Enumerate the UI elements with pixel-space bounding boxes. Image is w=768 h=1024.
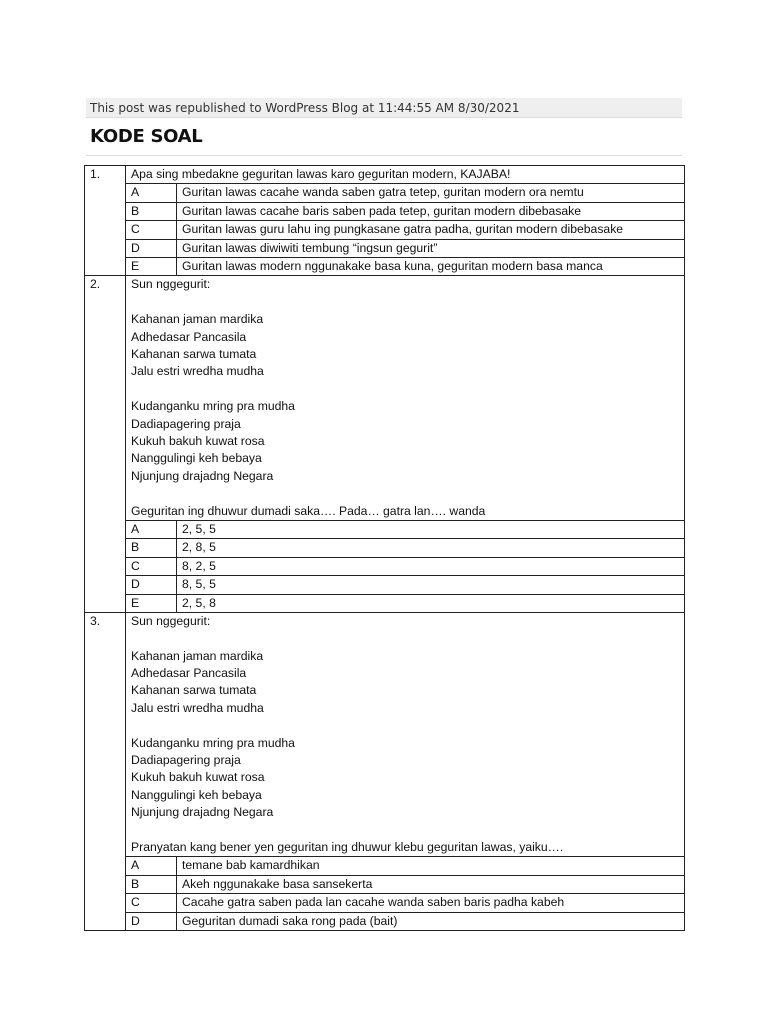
option-letter: C xyxy=(126,221,177,239)
option-text: Cacahe gatra saben pada lan cacahe wanda saben baris padha kabeh xyxy=(177,894,685,912)
option-row xyxy=(85,875,685,893)
stem-line: Dadiapagering praja xyxy=(131,416,241,431)
page-title: KODE SOAL xyxy=(90,126,203,147)
option-text: Guritan lawas diwiwiti tembung “ingsun gegurit” xyxy=(177,239,685,257)
option-text: Guritan lawas guru lahu ing pungkasane gatra padha, guritan modern dibebasake xyxy=(177,221,685,239)
option-text: Geguritan dumadi saka rong pada (bait) xyxy=(177,912,685,930)
stem-line: Apa sing mbedakne geguritan lawas karo geguritan modern, KAJABA! xyxy=(131,167,511,181)
question-row xyxy=(85,166,685,184)
stem-line: Kahanan sarwa tumata xyxy=(131,683,257,698)
republish-notice: This post was republished to WordPress Blog at 11:44:55 AM 8/30/2021 xyxy=(86,98,682,118)
option-letter: D xyxy=(126,912,177,930)
stem-line: Adhedasar Pancasila xyxy=(131,666,247,681)
stem-line: Dadiapagering praja xyxy=(131,753,241,768)
stem-line: Adhedasar Pancasila xyxy=(131,329,247,344)
option-text: 2, 5, 5 xyxy=(177,520,685,538)
option-row xyxy=(85,184,685,202)
option-text: temane bab kamardhikan xyxy=(177,857,685,875)
option-row xyxy=(85,539,685,557)
option-text: 8, 2, 5 xyxy=(177,557,685,575)
question-table-body xyxy=(85,166,685,931)
option-text: Guritan lawas modern nggunakake basa kuna, geguritan modern basa manca xyxy=(177,258,685,276)
option-text: 2, 5, 8 xyxy=(177,594,685,612)
question-table xyxy=(84,165,685,931)
option-text: Guritan lawas cacahe baris saben pada tetep, guritan modern dibebasake xyxy=(177,202,685,220)
stem-line: Sun nggegurit: xyxy=(131,277,211,292)
stem-spacer xyxy=(131,381,679,398)
option-row xyxy=(85,202,685,220)
stem-spacer xyxy=(131,294,679,311)
option-letter: C xyxy=(126,557,177,575)
question-stem xyxy=(126,612,685,856)
option-row xyxy=(85,557,685,575)
option-text: 8, 5, 5 xyxy=(177,576,685,594)
option-text: 2, 8, 5 xyxy=(177,539,685,557)
stem-line: Nanggulingi keh bebaya xyxy=(131,451,262,466)
option-letter: D xyxy=(126,239,177,257)
stem-line: Geguritan ing dhuwur dumadi saka…. Pada… gatra lan…. wanda xyxy=(131,503,486,518)
question-stem xyxy=(126,166,685,184)
option-letter: D xyxy=(126,576,177,594)
option-letter: A xyxy=(126,857,177,875)
stem-line: Kudanganku mring pra mudha xyxy=(131,399,295,414)
stem-spacer xyxy=(131,822,679,839)
option-letter: E xyxy=(126,594,177,612)
stem-spacer xyxy=(131,630,679,647)
stem-line: Jalu estri wredha mudha xyxy=(131,364,264,379)
stem-line: Kahanan jaman mardika xyxy=(131,312,264,327)
question-stem xyxy=(126,276,685,520)
option-row xyxy=(85,239,685,257)
option-letter: B xyxy=(126,539,177,557)
stem-line: Njunjung drajadng Negara xyxy=(131,468,274,483)
option-text: Akeh nggunakake basa sansekerta xyxy=(177,875,685,893)
option-letter: A xyxy=(126,184,177,202)
question-number: 2. xyxy=(85,276,126,613)
option-letter: A xyxy=(126,520,177,538)
stem-line: Nanggulingi keh bebaya xyxy=(131,787,262,802)
stem-line: Kahanan jaman mardika xyxy=(131,648,264,663)
stem-line: Kukuh bakuh kuwat rosa xyxy=(131,770,265,785)
option-row xyxy=(85,258,685,276)
stem-line: Pranyatan kang bener yen geguritan ing dhuwur klebu geguritan lawas, yaiku…. xyxy=(131,840,564,854)
option-row xyxy=(85,576,685,594)
option-letter: B xyxy=(126,875,177,893)
stem-line: Njunjung drajadng Negara xyxy=(131,805,274,820)
stem-line: Kahanan sarwa tumata xyxy=(131,346,257,361)
option-row xyxy=(85,912,685,930)
question-number: 1. xyxy=(85,166,126,276)
option-row xyxy=(85,221,685,239)
option-text: Guritan lawas cacahe wanda saben gatra tetep, guritan modern ora nemtu xyxy=(177,184,685,202)
option-row xyxy=(85,594,685,612)
option-letter: E xyxy=(126,258,177,276)
title-divider xyxy=(86,155,682,156)
option-letter: B xyxy=(126,202,177,220)
stem-line: Sun nggegurit: xyxy=(131,613,211,628)
question-number: 3. xyxy=(85,612,126,930)
stem-line: Jalu estri wredha mudha xyxy=(131,700,264,715)
option-row xyxy=(85,857,685,875)
stem-line: Kudanganku mring pra mudha xyxy=(131,735,295,750)
stem-spacer xyxy=(131,717,679,734)
stem-spacer xyxy=(131,485,679,502)
option-row xyxy=(85,894,685,912)
stem-line: Kukuh bakuh kuwat rosa xyxy=(131,433,265,448)
question-row xyxy=(85,276,685,520)
question-row xyxy=(85,612,685,856)
option-letter: C xyxy=(126,894,177,912)
option-row xyxy=(85,520,685,538)
